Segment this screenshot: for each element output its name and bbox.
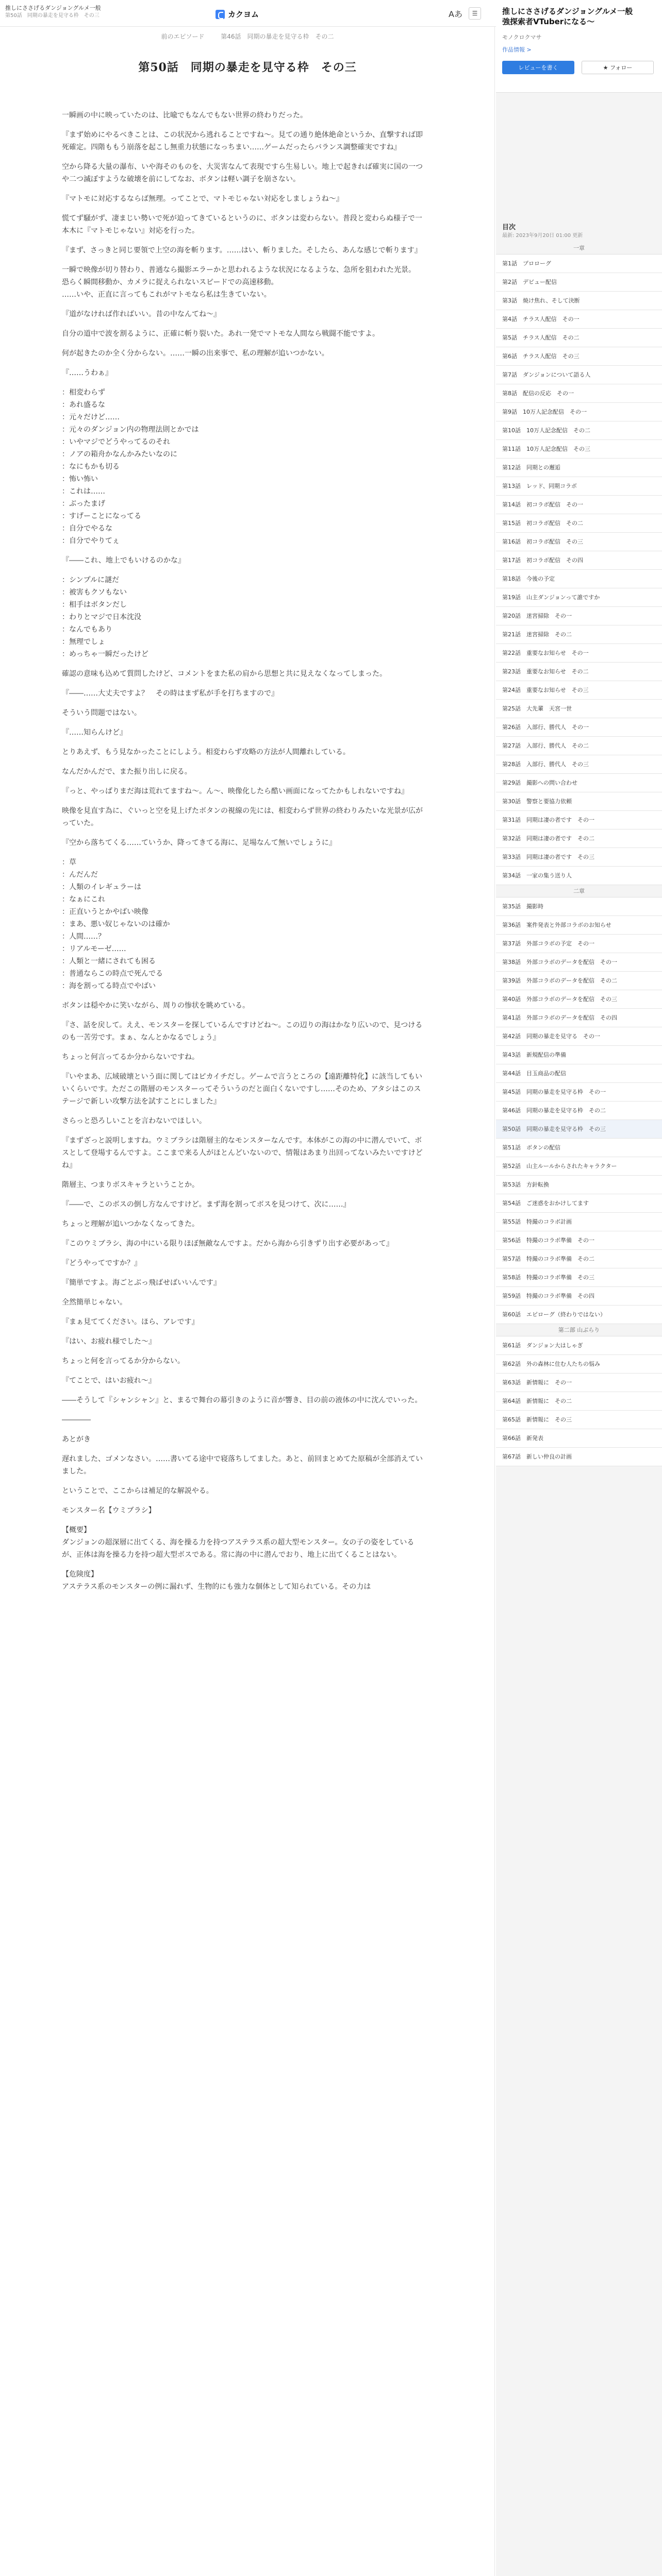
episode-paragraph: 全然簡単じゃない。 bbox=[62, 1298, 127, 1307]
toc-section-heading: 二章 bbox=[496, 885, 662, 897]
episode-paragraph: 『まず、さっきと同じ要領で上空の海を斬ります。……はい、斬りました。そしたら、あんな感じで斬ります』 bbox=[62, 246, 422, 255]
episode-paragraph: 『さ、話を戻して。ええ、モンスターを探しているんですけどね～。この辺りの海はかなり広いので、見つけるのも一苦労です。まぁ、なんとかなるでしょう』 bbox=[62, 1021, 423, 1042]
toc-item[interactable]: 第54話 ご迷惑をおかけしてます bbox=[496, 1194, 662, 1213]
toc-item[interactable]: 第52話 山主ルールからされたキャラクター bbox=[496, 1157, 662, 1176]
toc-item[interactable]: 第57話 特撮のコラボ準備 その二 bbox=[496, 1250, 662, 1268]
toc-item[interactable]: 第31話 同期は凄の者です その一 bbox=[496, 811, 662, 829]
episode-paragraph: 『まぁ見ててください。ほら、アレです』 bbox=[62, 1318, 199, 1326]
toc-item[interactable]: 第29話 撮影への問い合わせ bbox=[496, 774, 662, 792]
current-episode-crumb: 第46話 同期の暴走を見守る枠 その二 bbox=[221, 33, 334, 40]
episode-title: 第50話 同期の暴走を見守る枠 その三 bbox=[138, 61, 357, 74]
episode-paragraph: 慌てず騒がず、凄まじい勢いで死が迫ってきているというのに、ボタンは変わらない。普段と変わらぬ様子で一本木に『マトモじゃない』対応を行った。 bbox=[62, 214, 422, 235]
episode-paragraph: 『っと、やっぱりまだ海は荒れてますね～。ん～、映像化したら酷い画面になってたかもしれないですね』 bbox=[62, 787, 408, 795]
toc-item[interactable]: 第58話 特撮のコラボ準備 その三 bbox=[496, 1268, 662, 1287]
episode-paragraph: 一瞬で映像が切り替わり、普通なら撮影エラーかと思われるような状況になるような、急所を狙われた光景。 恐らく瞬間移動か、カメラに捉えられないスピードでの高速移動。 ……いや、正直に言ってもこれがマトモなら私は生きていない。 bbox=[62, 266, 416, 299]
episode-paragraph: モンスター名【ウミブラシ】 bbox=[62, 1506, 156, 1515]
toc-item[interactable]: 第35話 撮影時 bbox=[496, 897, 662, 916]
episode-paragraph: 映像を見直す為に、ぐいっと空を見上げたボタンの視線の先には、相変わらず世界の終わりみたいな光景が広がっていた。 bbox=[62, 807, 423, 827]
episode-paragraph: 【危険度】 アステラス系のモンスターの例に漏れず、生物的にも強力な個体として知られている。その力は bbox=[62, 1570, 371, 1591]
episode-paragraph: 『……うわぁ』 bbox=[62, 369, 112, 377]
toc-toggle-icon[interactable]: ☰ bbox=[469, 7, 481, 20]
episode-paragraph: 遅れました、ゴメンなさい。……書いてる途中で寝落ちしてました。あと、前回まとめてた原稿が全部消えていました。 bbox=[62, 1455, 423, 1476]
toc-item[interactable]: 第42話 同期の暴走を見守る その一 bbox=[496, 1027, 662, 1046]
toc-section-heading: 第二部 山ぶらり bbox=[496, 1324, 662, 1336]
episode-paragraph: なんだかんだで、また振り出しに戻る。 bbox=[62, 768, 192, 776]
episode-paragraph: 『いやまあ、広域破壊という面に関してはピカイチだし。ゲームで言うところの【遠距離特化】に該当してもいいくらいです。ただこの階層のモンスターってそういうのだと面白くないですし……そのため、アタシはこのステージで新しい攻撃方法を試すことにしました』 bbox=[62, 1073, 423, 1106]
toc-item[interactable]: 第27話 入部行、勝代人 その二 bbox=[496, 737, 662, 755]
toc-item[interactable]: 第55話 特撮のコラボ計画 bbox=[496, 1213, 662, 1231]
header-series-title[interactable]: 推しにささげるダンジョングルメ一般 bbox=[5, 5, 101, 11]
toc-item[interactable]: 第63話 新情報に その一 bbox=[496, 1374, 662, 1392]
toc-item[interactable]: 第30話 警察と要協力依頼 bbox=[496, 792, 662, 811]
toc-item[interactable]: 第1話 プロローグ bbox=[496, 255, 662, 273]
toc-item[interactable]: 第18話 今後の予定 bbox=[496, 570, 662, 588]
episode-paragraph: 何が起きたのか全く分からない。……一瞬の出来事で、私の理解が追いつかない。 bbox=[62, 349, 329, 358]
episode-paragraph: 空から降る大量の瀑布、いや海そのものを、大災害なんて表現ですら生易しい。地上で起きれば確実に国の一つや二つ滅ぼすような破壊を前にしてなお、ボタンは軽い調子を崩さない。 bbox=[62, 163, 423, 183]
episode-paragraph: 『……知らんけど』 bbox=[62, 728, 127, 737]
toc-item[interactable]: 第19話 山主ダンジョンって誰ですか bbox=[496, 588, 662, 607]
header-series-info[interactable] bbox=[5, 4, 160, 20]
episode-paragraph: 『てことで、はいお疲れ～』 bbox=[62, 1377, 156, 1385]
toc-item[interactable]: 第38話 外部コラボのデータを配信 その一 bbox=[496, 953, 662, 972]
episode-paragraph: 『まず始めにやるべきことは、この状況から逃れることですね～。見ての通り絶体絶命というか、直撃すれば即死確定。四階ももう崩落を起こし無重力状態になっちまい……ゲームだったらバランス調整確実ですね』 bbox=[62, 131, 423, 151]
toc-item[interactable]: 第40話 外部コラボのデータを配信 その三 bbox=[496, 990, 662, 1009]
episode-paragraph: 【概要】 ダンジョンの超深層に出てくる、海を操る力を持つアステラス系の超大型モンスター。女の子の姿をしているが、正体は海を操る力を持つ超大型ボスである。常に海の中に潜んでおり、地上に出てくることはない。 bbox=[62, 1526, 415, 1559]
toc-item[interactable]: 第11話 10万人記念配信 その三 bbox=[496, 440, 662, 459]
toc-updated: 最新: 2023年9月20日 01:00 更新 bbox=[502, 233, 583, 239]
episode-paragraph: 『マトモに対応するならば無理。ってことで、マトモじゃない対応をしましょうね～』 bbox=[62, 195, 343, 203]
toc-item[interactable]: 第36話 案件発表と外部コラボのお知らせ bbox=[496, 916, 662, 935]
work-info-link[interactable]: 作品情報 > bbox=[502, 46, 532, 53]
prev-episode-link[interactable]: 前のエピソード bbox=[161, 33, 205, 40]
episode-paragraph: さらっと恐ろしいことを言わないでほしい。 bbox=[62, 1117, 206, 1125]
toc-item[interactable]: 第37話 外部コラボの予定 その一 bbox=[496, 935, 662, 953]
toc-item[interactable]: 第25話 大先輩 天宮一世 bbox=[496, 700, 662, 718]
text-size-button[interactable]: Aあ bbox=[449, 9, 462, 19]
episode-paragraph: ボタンは穏やかに笑いながら、周りの惨状を眺めている。 bbox=[62, 1002, 250, 1010]
episode-main bbox=[0, 27, 495, 2576]
toc-item[interactable]: 第24話 重要なお知らせ その三 bbox=[496, 681, 662, 700]
episode-paragraph: ちょっと何言ってるか分からないですね。 bbox=[62, 1053, 199, 1061]
toc-item[interactable]: 第67話 新しい仲良の計画 bbox=[496, 1448, 662, 1466]
toc-item-current[interactable]: 第50話 同期の暴走を見守る枠 その三 bbox=[496, 1120, 662, 1139]
toc-item[interactable]: 第64話 新情報に その二 bbox=[496, 1392, 662, 1411]
episode-paragraph: とりあえず、もう見なかったことにしよう。相変わらず攻略の方法が人間離れしている。 bbox=[62, 748, 350, 756]
toc-item[interactable]: 第65話 新情報に その三 bbox=[496, 1411, 662, 1429]
follow-button[interactable]: ★ フォロー bbox=[582, 61, 654, 74]
toc-item[interactable]: 第41話 外部コラボのデータを配信 その四 bbox=[496, 1009, 662, 1027]
episode-paragraph: ちょっと理解が追いつかなくなってきた。 bbox=[62, 1220, 199, 1228]
episode-paragraph: 『どうやってですか？』 bbox=[62, 1259, 141, 1267]
toc-item[interactable]: 第5話 チラス人配信 その二 bbox=[496, 329, 662, 347]
episode-paragraph: 『――で、このボスの倒し方なんですけど。まず海を割ってボスを見つけて、次に……』 bbox=[62, 1200, 351, 1209]
toc-item[interactable]: 第9話 10万人記念配信 その一 bbox=[496, 403, 662, 421]
toc-item[interactable]: 第17話 初コラボ配信 その四 bbox=[496, 551, 662, 570]
toc-item[interactable]: 第21話 迷宮掃除 その二 bbox=[496, 625, 662, 644]
toc-item[interactable]: 第15話 初コラボ配信 その二 bbox=[496, 514, 662, 533]
toc-item[interactable]: 第8話 配信の反応 その一 bbox=[496, 384, 662, 403]
episode-paragraph: 『――……大丈夫ですよ？ その時はまず私が手を打ちますので』 bbox=[62, 689, 278, 698]
breadcrumb bbox=[0, 32, 495, 41]
toc-item[interactable]: 第3話 焼け焦れ、そして決断 bbox=[496, 292, 662, 310]
toc-heading: 目次 bbox=[502, 224, 516, 231]
toc-item[interactable]: 第39話 外部コラボのデータを配信 その二 bbox=[496, 972, 662, 990]
episode-paragraph: ：草 ：んだんだ ：人類のイレギュラーは ：なぁにこれ ：正直いうとかやばい映像 ：まあ、悪い奴じゃないのは確か ：人間……？ ：リアルモーゼ…… ：人類と一緒にされても困る ：普通ならこの時点で死んでる ：海を割ってる時点でやばい bbox=[62, 858, 170, 990]
episode-paragraph: 『道がなければ作ればいい。昔の中なんてね～』 bbox=[62, 310, 221, 318]
episode-paragraph: ちょっと何を言ってるか分からない。 bbox=[62, 1357, 185, 1365]
toc-item[interactable]: 第16話 初コラボ配信 その三 bbox=[496, 533, 662, 551]
toc-item[interactable]: 第12話 同期との邂逅 bbox=[496, 459, 662, 477]
site-logo-text: カクヨム bbox=[228, 10, 259, 19]
toc-item[interactable]: 第32話 同期は凄の者です その二 bbox=[496, 829, 662, 848]
episode-paragraph: 自分の道中で波を割るように、正確に斬り裂いた。あれ一発でマトモな人間なら戦闘不能ですよ。 bbox=[62, 330, 379, 338]
toc-item[interactable]: 第43話 新規配信の準備 bbox=[496, 1046, 662, 1064]
toc-list bbox=[496, 242, 662, 1466]
episode-paragraph: ということで、ここからは補足的な解説やる。 bbox=[62, 1487, 213, 1495]
episode-paragraph: ――そうして『シャンシャン』と、まるで舞台の幕引きのように音が響き、目の前の液体の中に沈んでいった。 bbox=[62, 1396, 422, 1404]
toc-item[interactable]: 第66話 新発表 bbox=[496, 1429, 662, 1448]
episode-paragraph: 『まずざっと説明しますね。ウミブラシは階層主的なモンスターなんです。本体がこの海の中に潜んでいて、ボスとして登場するんですよ。ここまで来る人がほとんどいないので、情報はあまり出回ってないみたいですけどね』 bbox=[62, 1137, 423, 1170]
work-title[interactable]: 推しにささげるダンジョングルメ一般 強探索者VTuberになる〜 bbox=[502, 7, 633, 26]
toc-item[interactable]: 第62話 外の森林に住む人たちの悩み bbox=[496, 1355, 662, 1374]
episode-paragraph: 『はい、お疲れ様でした～』 bbox=[62, 1337, 156, 1346]
episode-paragraph: ：相変わらず ：あれ盛るな ：元々だけど…… ：元々のダンジョン内の物理法則とかでは ：いやマジでどうやってるのそれ ：ノアの箱舟かなんかみたいなのに ：なにもかも切る ：怖い怖い ：これは…… ：ぶったまげ ：すげーことになってる ：自分でやるな ：自分でやりてぇ bbox=[62, 388, 199, 545]
toc-item[interactable]: 第34話 一家の集う送り人 bbox=[496, 867, 662, 885]
toc-item[interactable]: 第14話 初コラボ配信 その一 bbox=[496, 496, 662, 514]
header-tools bbox=[449, 7, 481, 20]
episode-paragraph: 『簡単ですよ。海ごとぶっ飛ばせばいいんです』 bbox=[62, 1279, 221, 1287]
toc-item[interactable]: 第44話 目玉商品の配信 bbox=[496, 1064, 662, 1083]
toc-item[interactable]: 第46話 同期の暴走を見守る枠 その二 bbox=[496, 1101, 662, 1120]
episode-paragraph: 一瞬画の中に映っていたのは、比喩でもなんでもない世界の終わりだった。 bbox=[62, 111, 307, 120]
episode-paragraph: ―――― bbox=[62, 1416, 91, 1424]
header-episode-title: 第50話 同期の暴走を見守る枠 その三 bbox=[5, 13, 100, 19]
toc-item[interactable]: 第51話 ボタンの配信 bbox=[496, 1139, 662, 1157]
toc-item[interactable]: 第20話 迷宮掃除 その一 bbox=[496, 607, 662, 625]
sidebar-work-card bbox=[496, 0, 662, 93]
author-name[interactable]: モノクロクマサ bbox=[502, 34, 542, 41]
episode-paragraph: 『――これ、地上でもいけるのかな』 bbox=[62, 556, 185, 565]
toc-item[interactable]: 第56話 特撮のコラボ準備 その一 bbox=[496, 1231, 662, 1250]
episode-paragraph: 確認の意味も込めて質問したけど、コメントをまた私の肩から思想と共に見えなくなってしまった。 bbox=[62, 670, 387, 678]
kakuyomu-logo-icon bbox=[216, 10, 225, 19]
review-button[interactable]: レビューを書く bbox=[502, 61, 574, 74]
toc-item[interactable]: 第7話 ダンジョンについて語る人 bbox=[496, 366, 662, 384]
site-logo[interactable] bbox=[216, 9, 259, 20]
toc-item[interactable]: 第28話 入部行、勝代人 その三 bbox=[496, 755, 662, 774]
toc-item[interactable]: 第53話 方針転換 bbox=[496, 1176, 662, 1194]
episode-paragraph: 『空から落ちてくる……ていうか、降ってきてる海に、足場なんて無いでしょうに』 bbox=[62, 839, 336, 847]
episode-paragraph: 階層主、つまりボスキャラということか。 bbox=[62, 1181, 199, 1189]
toc-item[interactable]: 第13話 レッド、同期コラボ bbox=[496, 477, 662, 496]
toc-item[interactable]: 第4話 チラス人配信 その一 bbox=[496, 310, 662, 329]
episode-body bbox=[62, 109, 423, 1600]
toc-item[interactable]: 第23話 重要なお知らせ その二 bbox=[496, 663, 662, 681]
toc-section-heading: 一章 bbox=[496, 242, 662, 255]
toc-item[interactable]: 第33話 同期は凄の者です その三 bbox=[496, 848, 662, 867]
toc-item[interactable]: 第59話 特撮のコラボ準備 その四 bbox=[496, 1287, 662, 1306]
sidebar bbox=[496, 0, 662, 2576]
toc-item[interactable]: 第22話 重要なお知らせ その一 bbox=[496, 644, 662, 663]
toc-item[interactable]: 第26話 入部行、勝代人 その一 bbox=[496, 718, 662, 737]
toc-item[interactable]: 第61話 ダンジョン大はしゃぎ bbox=[496, 1336, 662, 1355]
episode-paragraph: そういう問題ではない。 bbox=[62, 709, 141, 717]
toc-item[interactable]: 第2話 デビュー配信 bbox=[496, 273, 662, 292]
toc-item[interactable]: 第60話 エピローグ（終わりではない） bbox=[496, 1306, 662, 1324]
toc-item[interactable]: 第6話 チラス人配信 その三 bbox=[496, 347, 662, 366]
toc-item[interactable]: 第45話 同期の暴走を見守る枠 その一 bbox=[496, 1083, 662, 1101]
episode-paragraph: 『このウミブラシ、海の中にいる限りほぼ無敵なんですよ。だから海から引きずり出す必要があって』 bbox=[62, 1240, 393, 1248]
toc-item[interactable]: 第10話 10万人記念配信 その二 bbox=[496, 421, 662, 440]
episode-paragraph: ：シンプルに謎だ ：被害もクソもない ：相手はボタンだし ：わりとマジで日本沈没 ：なんでもあり ：無理でしょ ：めっちゃ一瞬だったけど bbox=[62, 576, 148, 658]
episode-paragraph: あとがき bbox=[62, 1435, 91, 1444]
